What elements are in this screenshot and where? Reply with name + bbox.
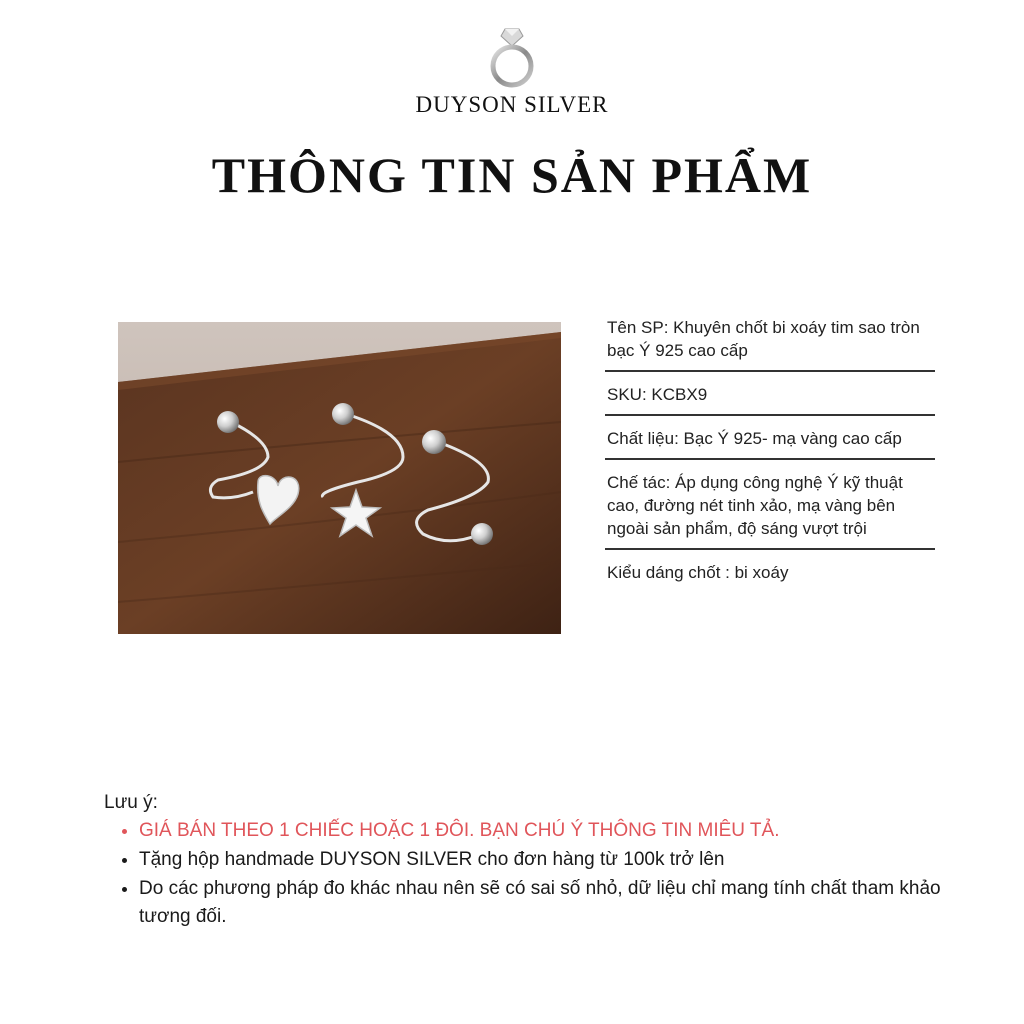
spec-sku: SKU: KCBX9 xyxy=(605,381,935,416)
note-price-warning: • GIÁ BÁN THEO 1 CHIẾC HOẶC 1 ĐÔI. BẠN CHÚ Ý THÔNG TIN MIÊU TẢ. xyxy=(139,817,944,845)
page-title: THÔNG TIN SẢN PHẨM xyxy=(211,147,813,203)
notes-section xyxy=(104,789,944,932)
spec-list xyxy=(605,314,935,601)
note-measurement: • Do các phương pháp đo khác nhau nên sẽ có sai số nhỏ, dữ liệu chỉ mang tính chất tham khảo tương đối. xyxy=(139,875,944,931)
notes-label: Lưu ý: xyxy=(104,792,158,813)
product-photo xyxy=(118,322,561,634)
spec-product-name: Tên SP: Khuyên chốt bi xoáy tim sao tròn bạc Ý 925 cao cấp xyxy=(605,314,935,372)
spec-clasp-style: Kiểu dáng chốt : bi xoáy xyxy=(607,563,789,582)
brand-name: DUYSON SILVER xyxy=(415,92,609,117)
diamond-ring-icon xyxy=(487,26,537,88)
spec-craftsmanship: Chế tác: Áp dụng công nghệ Ý kỹ thuật cao, đường nét tinh xảo, mạ vàng bên ngoài sản phẩm, độ sáng vượt trội xyxy=(605,469,935,550)
spec-material: Chất liệu: Bạc Ý 925- mạ vàng cao cấp xyxy=(605,425,935,460)
notes-list xyxy=(104,817,944,931)
note-gift-box: • Tặng hộp handmade DUYSON SILVER cho đơn hàng từ 100k trở lên xyxy=(139,846,944,874)
